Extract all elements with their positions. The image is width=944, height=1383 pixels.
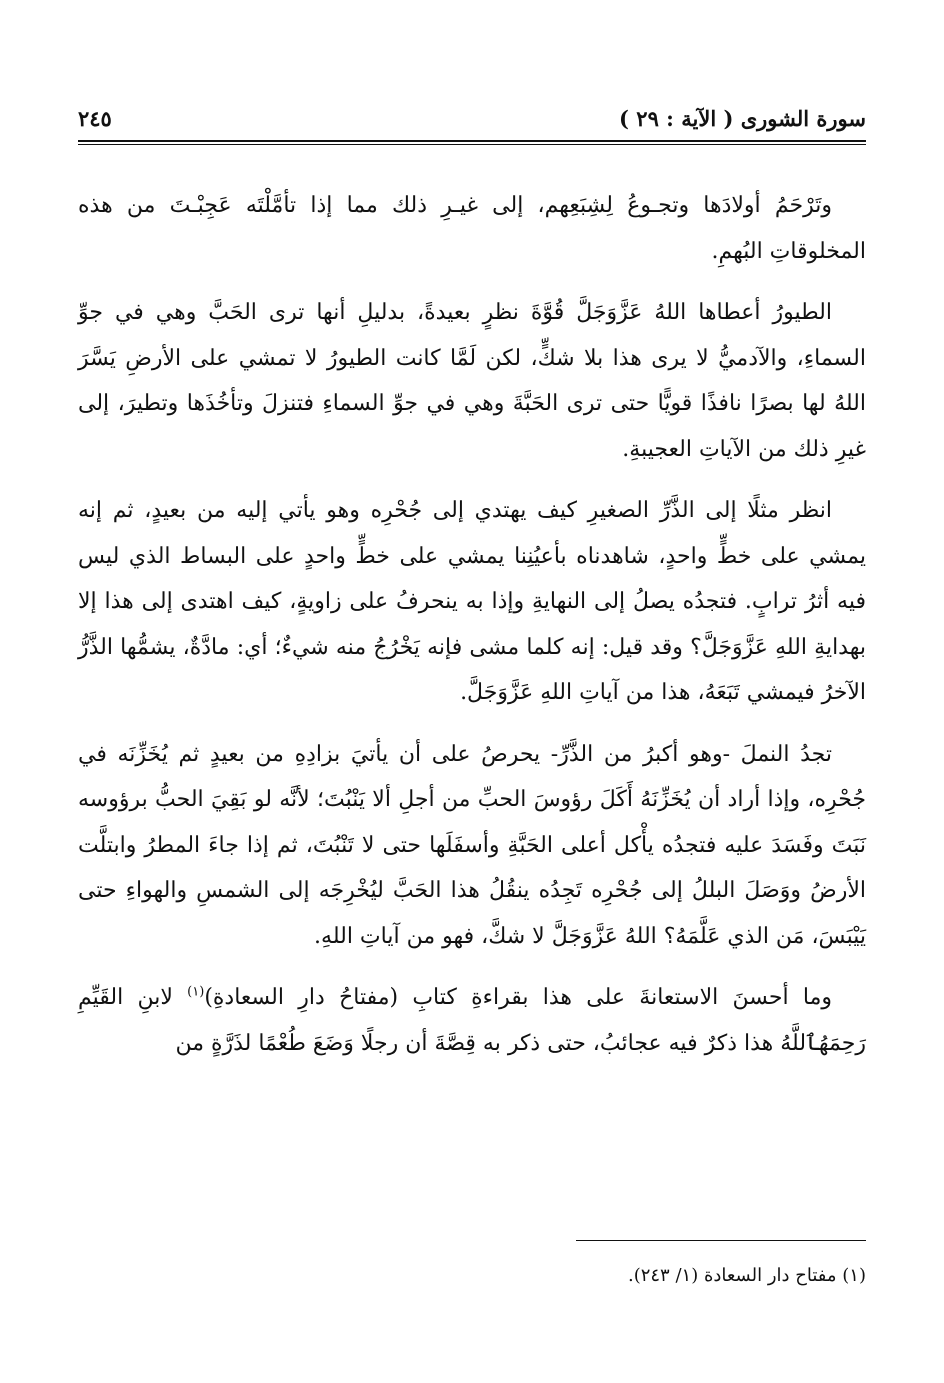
main-text [78,183,866,1082]
footnote-rule [576,1240,866,1241]
header-title: سورة الشورى ( الآية : ٢٩ ) [619,106,866,131]
header-rule [78,140,866,145]
footnote: (١) مفتاح دار السعادة (١/ ٢٤٣). [627,1265,866,1286]
paragraph [78,975,866,1066]
paragraph-text: لابنِ القَيِّمِ رَحِمَهُٱللَّهُ هذا ذكرٌ فيه عجائبُ، حتى ذكر به قِصَّةَ أن رجلًا وَضَعَ طُعْمًا لذَرَّةٍ من [78,985,866,1056]
running-header [78,106,866,140]
paragraph: انظر مثلًا إلى الذَّرِّ الصغيرِ كيف يهتدي إلى جُحْرِه وهو يأتي إليه من بعيدٍ، ثم إنه يمشي على خطٍّ واحدٍ، شاهدناه بأعيُنِنا يمشي على خطٍّ واحدٍ على البساط الذي ليس فيه أثرُ ترابٍ. فتجدُه يصلُ إلى النهايةِ وإذا به ينحرفُ على زاويةٍ، كيف اهتدى إلى هذا إلا بهدايةِ اللهِ عَزَّوَجَلَّ؟ وقد قيل: إنه كلما مشى فإنه يَخْرُجُ منه شيءٌ؛ أي: مادَّةٌ، يشمُّها الذَّرُّ الآخرُ فيمشي تَبَعَهُ، هذا من آياتِ اللهِ عَزَّوَجَلَّ. [78,498,866,705]
paragraph: وتَرْحَمُ أولادَها وتجـوعُ لِشِبَعِهم، إلى غيـرِ ذلك مما إذا تأمَّلْتَه عَجِبْـتَ من هذه المخلوقاتِ البُهمِ. [78,193,866,264]
paragraph: تجدُ النملَ -وهو أكبرُ من الذَّرِّ- يحرصُ على أن يأتيَ بزادِهِ من بعيدٍ ثم يُخَزِّنَه في جُحْرِه، وإذا أراد أن يُخَزِّنَهُ أَكَلَ رؤوسَ الحبِّ من أجلِ ألا يَنْبُتَ؛ لأنَّه لو بَقِيَ الحبُّ برؤوسه نَبَتَ وفَسَدَ عليه فتجدُه يأْكل أعلى الحَبَّةِ وأسفَلَها حتى لا تَنْبُتَ، ثم إذا جاءَ المطرُ وابتلَّت الأرضُ ووَصَلَ البللُ إلى جُحْرِه تَجِدُه ينقُلُ هذا الحَبَّ ليُخْرِجَه إلى الشمسِ والهواءِ حتى يَيْبَسَ، مَن الذي عَلَّمَهُ؟ اللهُ عَزَّوَجَلَّ لا شكَّ، فهو من آياتِ اللهِ. [78,741,866,949]
page-number: ٢٤٥ [78,106,112,131]
paragraph-text: وما أحسنَ الاستعانةَ على هذا بقراءةِ كتابِ (مفتاحُ دارِ السعادةِ) [204,985,832,1010]
paragraph: الطيورُ أعطاها اللهُ عَزَّوَجَلَّ قُوَّةَ نظرٍ بعيدةً، بدليلِ أنها ترى الحَبَّ وهي في جوِّ السماءِ، والآدميُّ لا يرى هذا بلا شكٍّ، لكن لَمَّا كانت الطيورُ لا تمشي على الأرضِ يَسَّرَ اللهُ لها بصرًا نافذًا قويًّا حتى ترى الحَبَّةَ وهي في جوِّ السماءِ فتنزلَ وتأخُذَها وتطيرَ، إلى غيرِ ذلك من الآياتِ العجيبةِ. [78,300,866,462]
footnote-reference[interactable]: (١) [187,984,205,1000]
